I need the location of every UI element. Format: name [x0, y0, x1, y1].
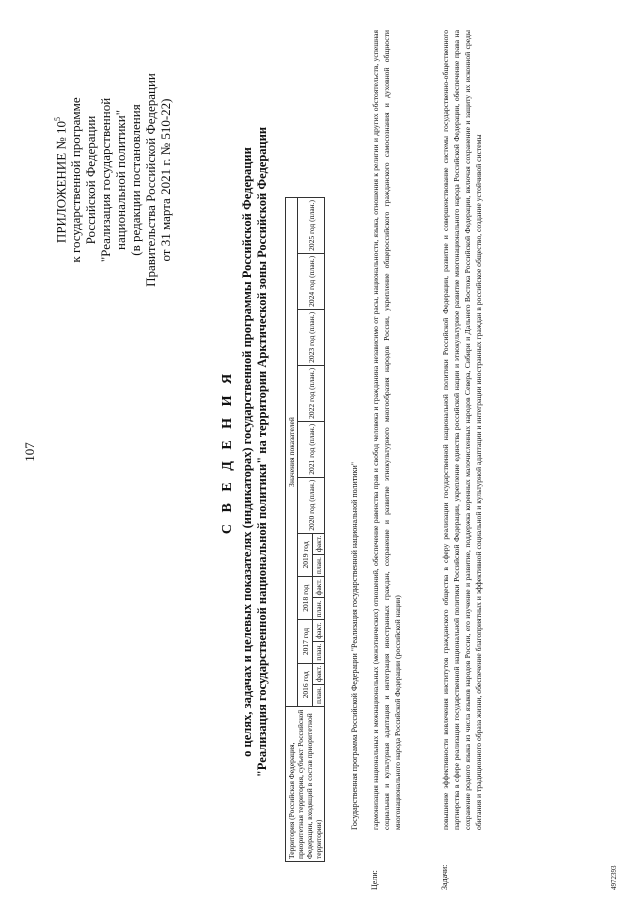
plan-header: план.	[313, 555, 325, 577]
future-year-header: 2025 год (план.)	[298, 197, 325, 253]
year-header: 2018 год	[298, 577, 313, 620]
appendix-line: от 31 марта 2021 г. № 510-22)	[158, 98, 174, 262]
appendix-line: к государственной программе	[68, 97, 84, 263]
goals-text: гармонизация национальных и межнациональных (межэтнических) отношений, обеспечение равенства прав и свобод человека и гражданина независимо от расы, национальности, языка, отношения к религии и других обстоятельств, успешная социальная и культурная адаптация и интеграция иностранных граждан, сохранение и развитие этнокультурного многообразия народов России, укрепление общероссийского гражданского самосознания и духовной общности многонационального народа Российской Федерации (российской нации)	[371, 30, 402, 830]
appendix-line: Российской Федерации	[83, 115, 99, 245]
heading-line: о целях, задачах и целевых показателях (индикаторах) государственной программы Российской Федерации	[240, 147, 254, 757]
goals-label: Цели:	[370, 870, 379, 890]
page-number: 107	[22, 442, 37, 462]
appendix-superscript: 5	[53, 116, 62, 121]
future-year-header: 2022 год (план.)	[298, 365, 325, 421]
heading-title: С В Е Д Е Н И Я	[220, 369, 235, 535]
appendix-block	[50, 30, 173, 330]
future-year-header: 2020 год (план.)	[298, 477, 325, 533]
appendix-line: "Реализация государственной	[98, 97, 114, 263]
appendix-line: Правительства Российской Федерации	[143, 73, 159, 287]
year-header: 2016 год	[298, 663, 313, 706]
rotated-page	[20, 12, 620, 892]
heading-line: "Реализация государственной национальной политики" на территории Арктической зоны Российской Федерации	[255, 126, 269, 778]
document-code: 4972393	[610, 865, 618, 890]
fact-header: факт.	[313, 533, 325, 554]
fact-header: факт.	[313, 663, 325, 684]
appendix-line: (в редакции постановления	[128, 104, 144, 256]
tasks-text: повышение эффективности вовлечения институтов гражданского общества в сферу реализации государственной национальной политики Российской Федерации, развитие и совершенствование системы государственно-общественного партнерства в сфере реализации государственной национальной политики Российской Федерации, укрепление единства российской нации и этнокультурное развитие многонационального народа Российской Федерации, обеспечение права на сохранение родного языка из числа языков народов России, его изучение и развитие, поддержка коренных малочисленных народов Севера, Сибири и Дальнего Востока Российской Федерации, включая сохранение и защиту их исконной среды обитания и традиционного образа жизни, обеспечение благоприятных и эффективной социальной и культурной адаптации и интеграции иностранных граждан в российское общество, создание устойчивой системы	[441, 30, 483, 830]
year-header: 2017 год	[298, 620, 313, 663]
fact-header: факт.	[313, 620, 325, 641]
indicators-table	[285, 197, 325, 862]
appendix-line: национальной политики"	[113, 110, 129, 251]
plan-header: план.	[313, 685, 325, 707]
values-header: Значения показателей	[286, 197, 298, 706]
tasks-label: Задачи:	[440, 864, 449, 890]
appendix-title	[50, 30, 68, 330]
program-line: Государственная программа Российской Федерации "Реализация государственной национальной политики"	[350, 461, 359, 830]
document-page	[20, 12, 620, 892]
future-year-header: 2024 год (план.)	[298, 253, 325, 309]
plan-header: план.	[313, 641, 325, 663]
document-heading	[220, 12, 270, 892]
territory-header: Территория (Российская Федерация, приоритетная территория, субъект Российской Федерации, входящий в состав приоритетной территории)	[286, 707, 325, 862]
fact-header: факт.	[313, 577, 325, 598]
future-year-header: 2021 год (план.)	[298, 421, 325, 477]
year-header: 2019 год	[298, 533, 313, 576]
future-year-header: 2023 год (план.)	[298, 309, 325, 365]
appendix-title-text: ПРИЛОЖЕНИЕ № 10	[53, 120, 69, 244]
plan-header: план.	[313, 598, 325, 620]
